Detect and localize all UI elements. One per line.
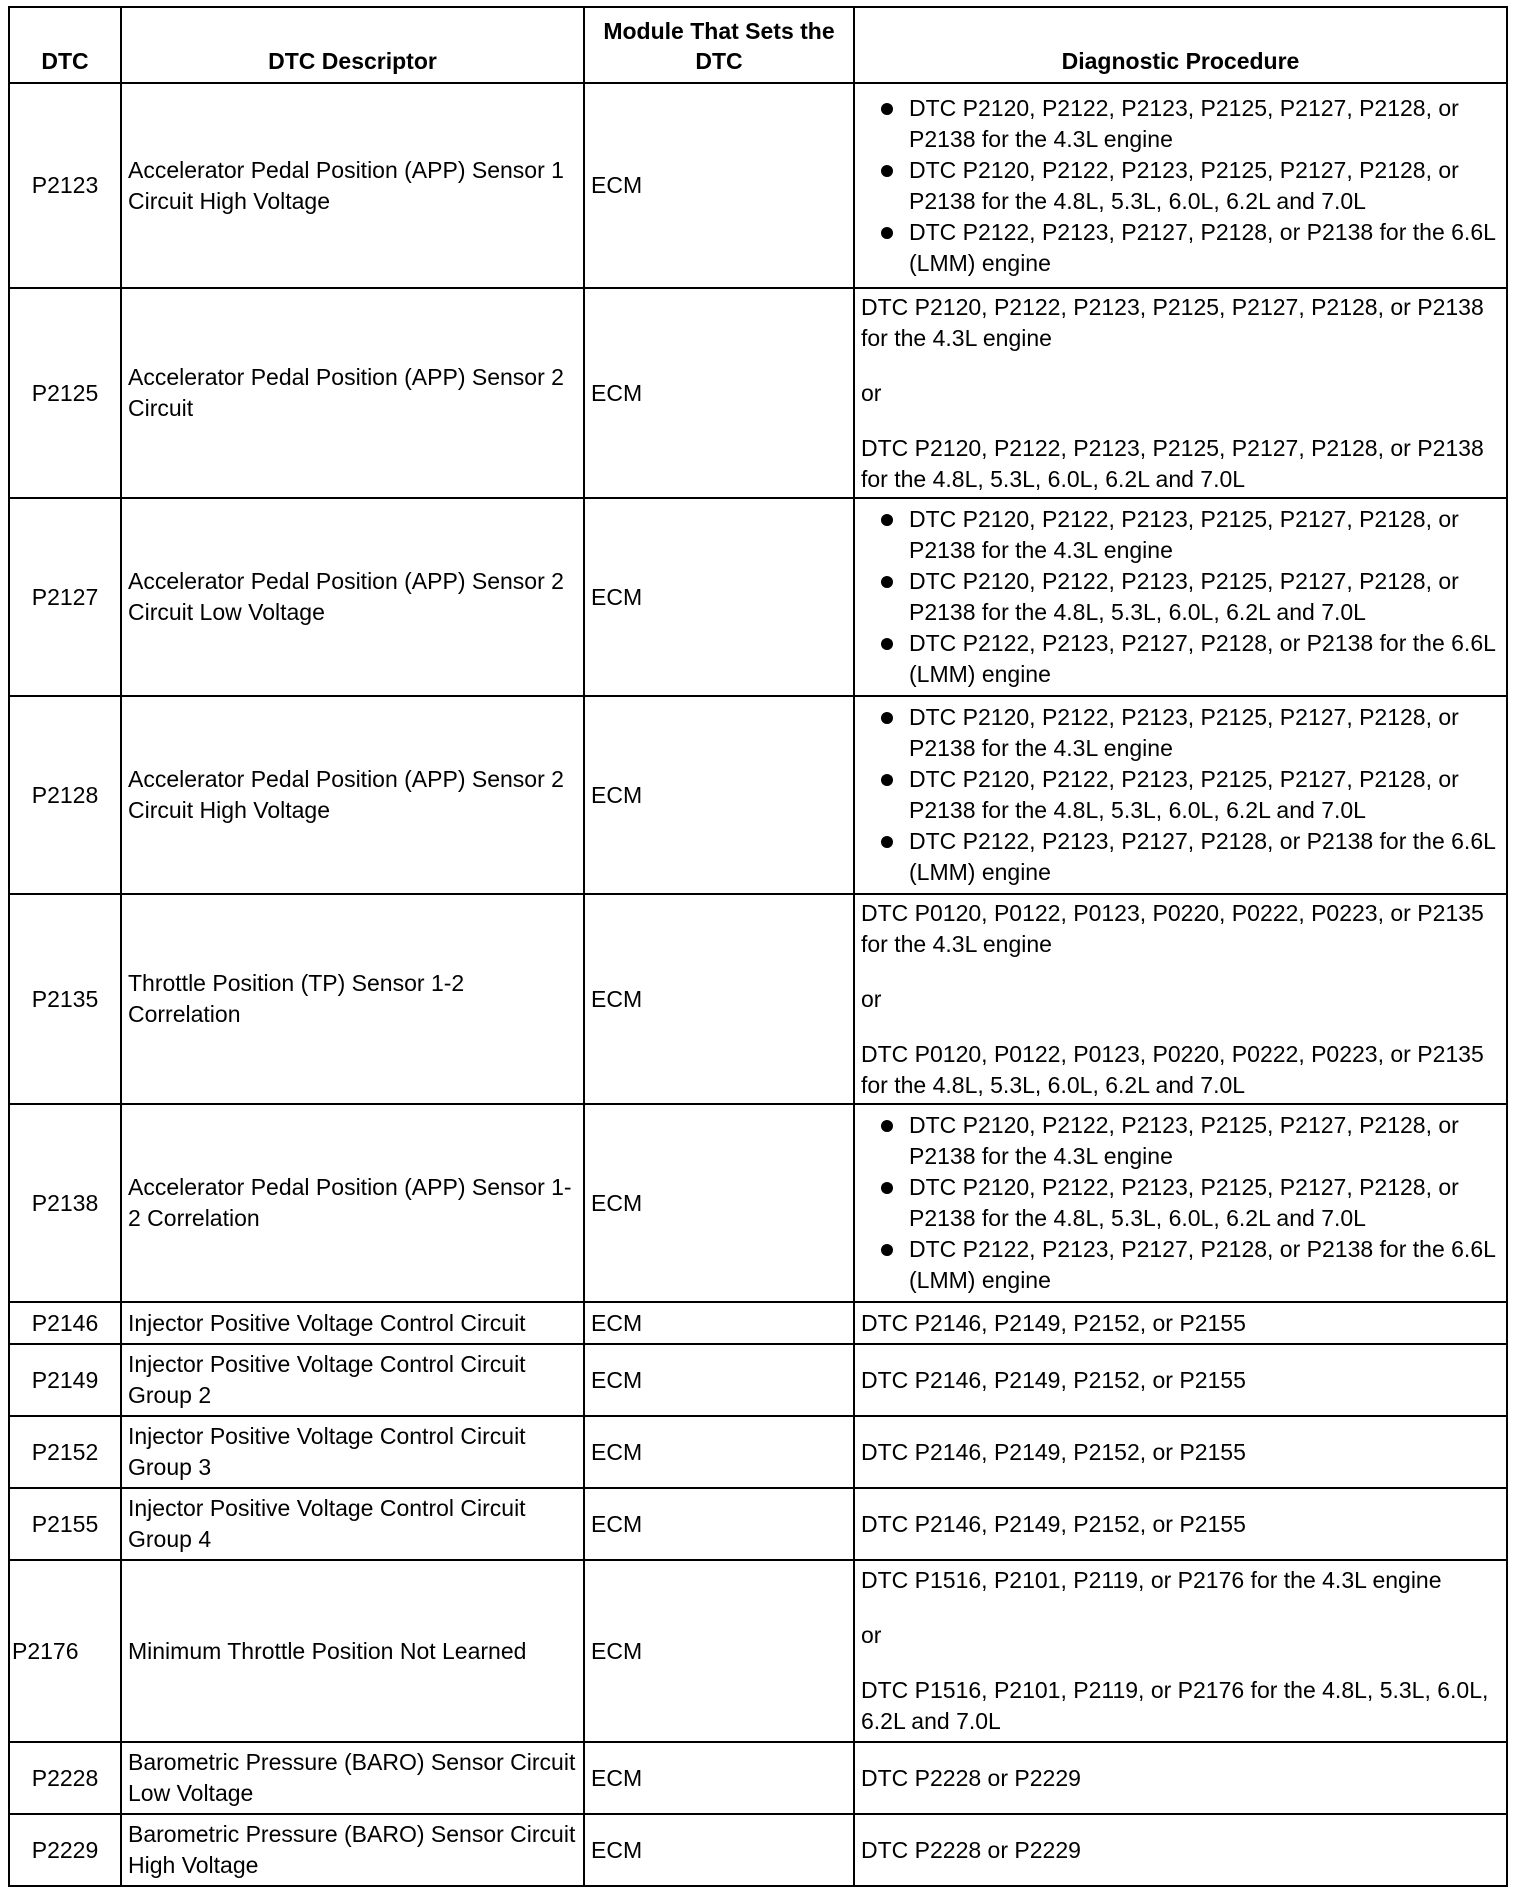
module-name: ECM bbox=[584, 696, 854, 894]
table-row bbox=[9, 1344, 1507, 1416]
table-row bbox=[9, 1104, 1507, 1302]
procedure-text: DTC P2120, P2122, P2123, P2125, P2127, P2128, or P2138 for the 4.3L engine bbox=[861, 293, 1484, 351]
procedure-list bbox=[861, 1110, 1500, 1296]
header-row bbox=[9, 7, 1507, 83]
dtc-code: P2149 bbox=[9, 1344, 121, 1416]
table-row bbox=[9, 498, 1507, 696]
table-body bbox=[9, 83, 1507, 1886]
diagnostic-procedure bbox=[854, 1560, 1507, 1742]
procedure-text: DTC P0120, P0122, P0123, P0220, P0222, P0223, or P2135 for the 4.3L engine bbox=[861, 899, 1484, 957]
procedure-list-item: DTC P2120, P2122, P2123, P2125, P2127, P2128, or P2138 for the 4.8L, 5.3L, 6.0L, 6.2L and 7.0L bbox=[861, 155, 1500, 217]
module-name: ECM bbox=[584, 1104, 854, 1302]
procedure-text: DTC P1516, P2101, P2119, or P2176 for the 4.3L engine bbox=[861, 1567, 1442, 1593]
dtc-code: P2128 bbox=[9, 696, 121, 894]
procedure-list-item: DTC P2120, P2122, P2123, P2125, P2127, P2128, or P2138 for the 4.8L, 5.3L, 6.0L, 6.2L and 7.0L bbox=[861, 566, 1500, 628]
table-row bbox=[9, 1742, 1507, 1814]
diagnostic-procedure bbox=[854, 83, 1507, 288]
diagnostic-procedure bbox=[854, 1814, 1507, 1886]
procedure-text: or bbox=[861, 379, 882, 406]
procedure-list-item: DTC P2120, P2122, P2123, P2125, P2127, P2128, or P2138 for the 4.8L, 5.3L, 6.0L, 6.2L and 7.0L bbox=[861, 1172, 1500, 1234]
dtc-descriptor: Injector Positive Voltage Control Circuit bbox=[121, 1302, 584, 1344]
dtc-descriptor: Barometric Pressure (BARO) Sensor Circuit High Voltage bbox=[121, 1814, 584, 1886]
module-name: ECM bbox=[584, 498, 854, 696]
procedure-list-item: DTC P2120, P2122, P2123, P2125, P2127, P2128, or P2138 for the 4.3L engine bbox=[861, 1110, 1500, 1172]
dtc-descriptor: Accelerator Pedal Position (APP) Sensor 2 Circuit bbox=[121, 288, 584, 498]
table-row bbox=[9, 1302, 1507, 1344]
module-name: ECM bbox=[584, 83, 854, 288]
diagnostic-procedure bbox=[854, 1344, 1507, 1416]
module-name: ECM bbox=[584, 1814, 854, 1886]
dtc-code: P2123 bbox=[9, 83, 121, 288]
procedure-text: DTC P2146, P2149, P2152, or P2155 bbox=[861, 1309, 1246, 1336]
header-descriptor: DTC Descriptor bbox=[121, 7, 584, 83]
dtc-descriptor: Accelerator Pedal Position (APP) Sensor 1 Circuit High Voltage bbox=[121, 83, 584, 288]
table-row bbox=[9, 1560, 1507, 1742]
procedure-text: DTC P2146, P2149, P2152, or P2155 bbox=[861, 1438, 1246, 1465]
table-row bbox=[9, 1488, 1507, 1560]
procedure-text: DTC P2146, P2149, P2152, or P2155 bbox=[861, 1366, 1246, 1393]
procedure-list-item: DTC P2122, P2123, P2127, P2128, or P2138 for the 6.6L (LMM) engine bbox=[861, 826, 1500, 888]
module-name: ECM bbox=[584, 894, 854, 1104]
procedure-text: DTC P2228 or P2229 bbox=[861, 1836, 1081, 1863]
table-row bbox=[9, 1814, 1507, 1886]
dtc-code: P2155 bbox=[9, 1488, 121, 1560]
dtc-descriptor: Accelerator Pedal Position (APP) Sensor 2 Circuit Low Voltage bbox=[121, 498, 584, 696]
procedure-list bbox=[861, 93, 1500, 279]
diagnostic-procedure bbox=[854, 1488, 1507, 1560]
table-row bbox=[9, 894, 1507, 1104]
module-name: ECM bbox=[584, 288, 854, 498]
procedure-list-item: DTC P2122, P2123, P2127, P2128, or P2138 for the 6.6L (LMM) engine bbox=[861, 1234, 1500, 1296]
table-row bbox=[9, 83, 1507, 288]
dtc-descriptor: Accelerator Pedal Position (APP) Sensor 1-2 Correlation bbox=[121, 1104, 584, 1302]
procedure-text: DTC P1516, P2101, P2119, or P2176 for the 4.8L, 5.3L, 6.0L, 6.2L and 7.0L bbox=[861, 1677, 1489, 1734]
diagnostic-procedure bbox=[854, 1302, 1507, 1344]
diagnostic-procedure bbox=[854, 288, 1507, 498]
procedure-list-item: DTC P2120, P2122, P2123, P2125, P2127, P2128, or P2138 for the 4.3L engine bbox=[861, 702, 1500, 764]
procedure-text: or bbox=[861, 1622, 882, 1648]
module-name: ECM bbox=[584, 1302, 854, 1344]
dtc-code: P2152 bbox=[9, 1416, 121, 1488]
diagnostic-procedure bbox=[854, 1104, 1507, 1302]
procedure-text: or bbox=[861, 985, 882, 1012]
procedure-list bbox=[861, 504, 1500, 690]
module-name: ECM bbox=[584, 1416, 854, 1488]
dtc-descriptor: Injector Positive Voltage Control Circuit Group 2 bbox=[121, 1344, 584, 1416]
procedure-text: DTC P2228 or P2229 bbox=[861, 1764, 1081, 1791]
table-row bbox=[9, 696, 1507, 894]
procedure-list-item: DTC P2120, P2122, P2123, P2125, P2127, P2128, or P2138 for the 4.3L engine bbox=[861, 93, 1500, 155]
dtc-descriptor: Accelerator Pedal Position (APP) Sensor 2 Circuit High Voltage bbox=[121, 696, 584, 894]
procedure-list bbox=[861, 702, 1500, 888]
table-row bbox=[9, 288, 1507, 498]
procedure-list-item: DTC P2120, P2122, P2123, P2125, P2127, P2128, or P2138 for the 4.8L, 5.3L, 6.0L, 6.2L and 7.0L bbox=[861, 764, 1500, 826]
header-procedure: Diagnostic Procedure bbox=[854, 7, 1507, 83]
dtc-code: P2125 bbox=[9, 288, 121, 498]
dtc-descriptor: Throttle Position (TP) Sensor 1-2 Correlation bbox=[121, 894, 584, 1104]
procedure-text: DTC P2120, P2122, P2123, P2125, P2127, P2128, or P2138 for the 4.8L, 5.3L, 6.0L, 6.2L and 7.0L bbox=[861, 434, 1484, 492]
table-row bbox=[9, 1416, 1507, 1488]
module-name: ECM bbox=[584, 1560, 854, 1742]
procedure-text: DTC P0120, P0122, P0123, P0220, P0222, P0223, or P2135 for the 4.8L, 5.3L, 6.0L, 6.2L and 7.0L bbox=[861, 1040, 1484, 1098]
diagnostic-procedure bbox=[854, 1742, 1507, 1814]
diagnostic-procedure bbox=[854, 1416, 1507, 1488]
dtc-code: P2138 bbox=[9, 1104, 121, 1302]
header-dtc: DTC bbox=[9, 7, 121, 83]
header-module: Module That Sets the DTC bbox=[584, 7, 854, 83]
dtc-descriptor: Injector Positive Voltage Control Circuit Group 4 bbox=[121, 1488, 584, 1560]
diagnostic-procedure bbox=[854, 498, 1507, 696]
procedure-list-item: DTC P2122, P2123, P2127, P2128, or P2138 for the 6.6L (LMM) engine bbox=[861, 628, 1500, 690]
diagnostic-procedure bbox=[854, 696, 1507, 894]
dtc-code: P2146 bbox=[9, 1302, 121, 1344]
dtc-table bbox=[8, 6, 1508, 1887]
module-name: ECM bbox=[584, 1344, 854, 1416]
dtc-descriptor: Barometric Pressure (BARO) Sensor Circuit Low Voltage bbox=[121, 1742, 584, 1814]
dtc-descriptor: Injector Positive Voltage Control Circuit Group 3 bbox=[121, 1416, 584, 1488]
dtc-code: P2135 bbox=[9, 894, 121, 1104]
dtc-code: P2127 bbox=[9, 498, 121, 696]
procedure-list-item: DTC P2120, P2122, P2123, P2125, P2127, P2128, or P2138 for the 4.3L engine bbox=[861, 504, 1500, 566]
procedure-list-item: DTC P2122, P2123, P2127, P2128, or P2138 for the 6.6L (LMM) engine bbox=[861, 217, 1500, 279]
dtc-code: P2176 bbox=[9, 1560, 121, 1742]
module-name: ECM bbox=[584, 1742, 854, 1814]
module-name: ECM bbox=[584, 1488, 854, 1560]
dtc-code: P2228 bbox=[9, 1742, 121, 1814]
dtc-code: P2229 bbox=[9, 1814, 121, 1886]
procedure-text: DTC P2146, P2149, P2152, or P2155 bbox=[861, 1510, 1246, 1537]
diagnostic-procedure bbox=[854, 894, 1507, 1104]
dtc-descriptor: Minimum Throttle Position Not Learned bbox=[121, 1560, 584, 1742]
